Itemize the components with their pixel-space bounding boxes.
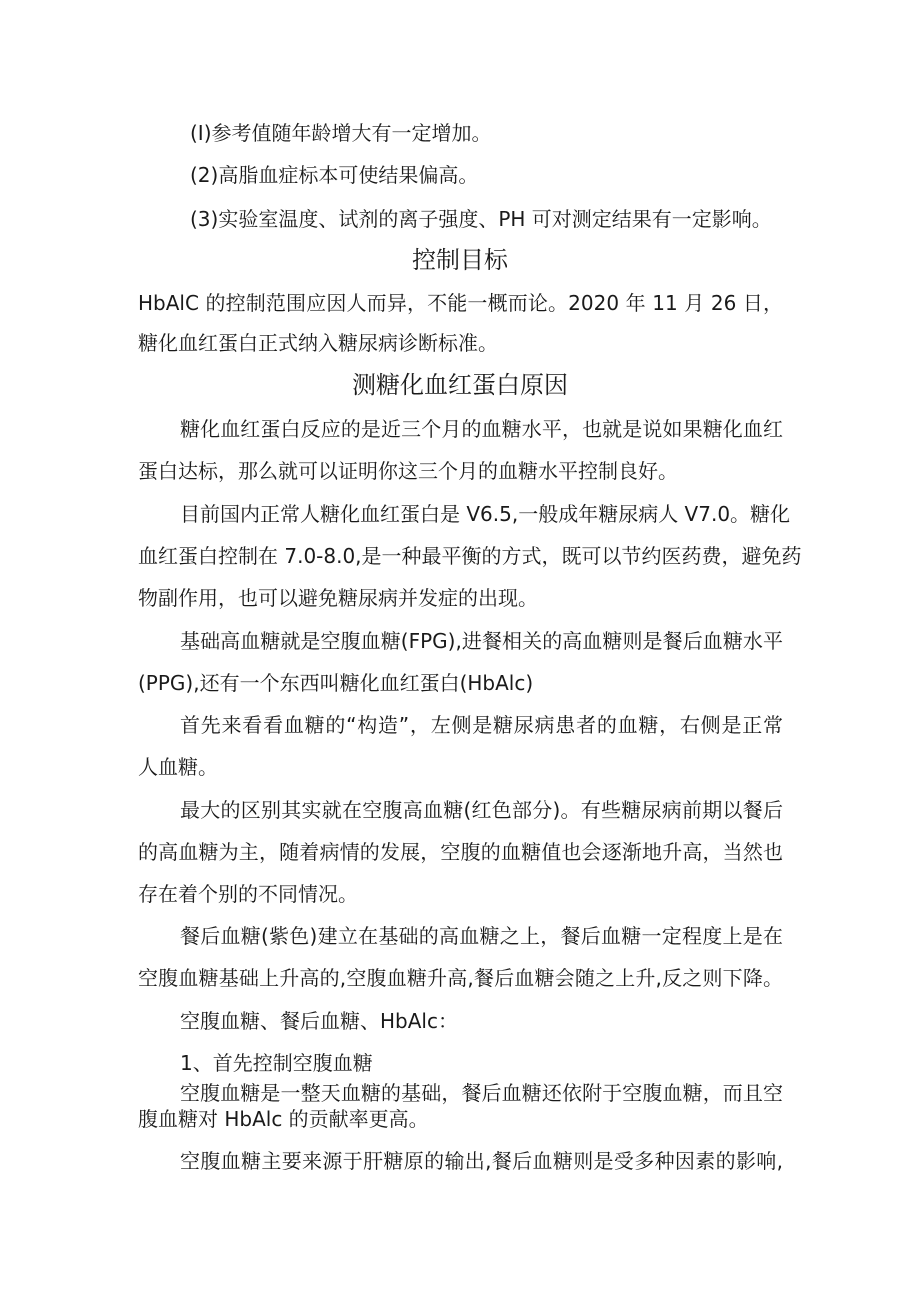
paragraph-line: 首先来看看血糖的“构造”，左侧是糖尿病患者的血糖，右侧是正常 xyxy=(180,713,783,737)
paragraph-line: 人血糖。 xyxy=(138,755,218,779)
section-heading-reason: 测糖化血红蛋白原因 xyxy=(352,371,568,399)
list-item-1: (I)参考值随年龄增大有一定增加。 xyxy=(190,121,492,145)
numbered-subheading: 1、首先控制空腹血糖 xyxy=(180,1051,373,1075)
paragraph-line: 血红蛋白控制在 7.0-8.0,是一种最平衡的方式，既可以节约医药费，避免药 xyxy=(138,544,802,568)
list-item-2: (2)高脂血症标本可使结果偏高。 xyxy=(190,163,479,187)
paragraph-line: (PPG),还有一个东西叫糖化血红蛋白(HbAlc) xyxy=(138,671,534,695)
section-heading-control-target: 控制目标 xyxy=(412,246,508,274)
paragraph-line: 糖化血红蛋白正式纳入糖尿病诊断标准。 xyxy=(138,331,498,355)
paragraph-line: 空腹血糖主要来源于肝糖原的输出,餐后血糖则是受多种因素的影响, xyxy=(180,1149,783,1173)
paragraph-line: 蛋白达标，那么就可以证明你这三个月的血糖水平控制良好。 xyxy=(138,459,678,483)
paragraph-line: 目前国内正常人糖化血红蛋白是 V6.5,一般成年糖尿病人 V7.0。糖化 xyxy=(180,502,791,526)
list-item-3: (3)实验室温度、试剂的离子强度、PH 可对测定结果有一定影响。 xyxy=(190,207,772,231)
paragraph-line: 的高血糖为主，随着病情的发展，空腹的血糖值也会逐渐地升高，当然也 xyxy=(138,840,783,864)
paragraph-line: 最大的区别其实就在空腹高血糖(红色部分)。有些糖尿病前期以餐后 xyxy=(180,798,783,822)
paragraph-line: 空腹血糖基础上升高的,空腹血糖升高,餐后血糖会随之上升,反之则下降。 xyxy=(138,966,783,990)
paragraph-line: 基础高血糖就是空腹血糖(FPG),进餐相关的高血糖则是餐后血糖水平 xyxy=(180,629,783,653)
paragraph-line: 餐后血糖(紫色)建立在基础的高血糖之上，餐后血糖一定程度上是在 xyxy=(180,924,783,948)
paragraph-line: 空腹血糖、餐后血糖、HbAlc： xyxy=(180,1009,458,1033)
paragraph-line: 存在着个别的不同情况。 xyxy=(138,882,358,906)
paragraph-line: 腹血糖对 HbAlc 的贡献率更高。 xyxy=(138,1107,429,1131)
paragraph-line: 糖化血红蛋白反应的是近三个月的血糖水平，也就是说如果糖化血红 xyxy=(180,417,783,441)
paragraph-line: 空腹血糖是一整天血糖的基础，餐后血糖还依附于空腹血糖，而且空 xyxy=(180,1081,783,1105)
paragraph-line: 物副作用，也可以避免糖尿病并发症的出现。 xyxy=(138,586,538,610)
paragraph-line: HbAlC 的控制范围应因人而异，不能一概而论。2020 年 11 月 26 日， xyxy=(138,291,783,315)
